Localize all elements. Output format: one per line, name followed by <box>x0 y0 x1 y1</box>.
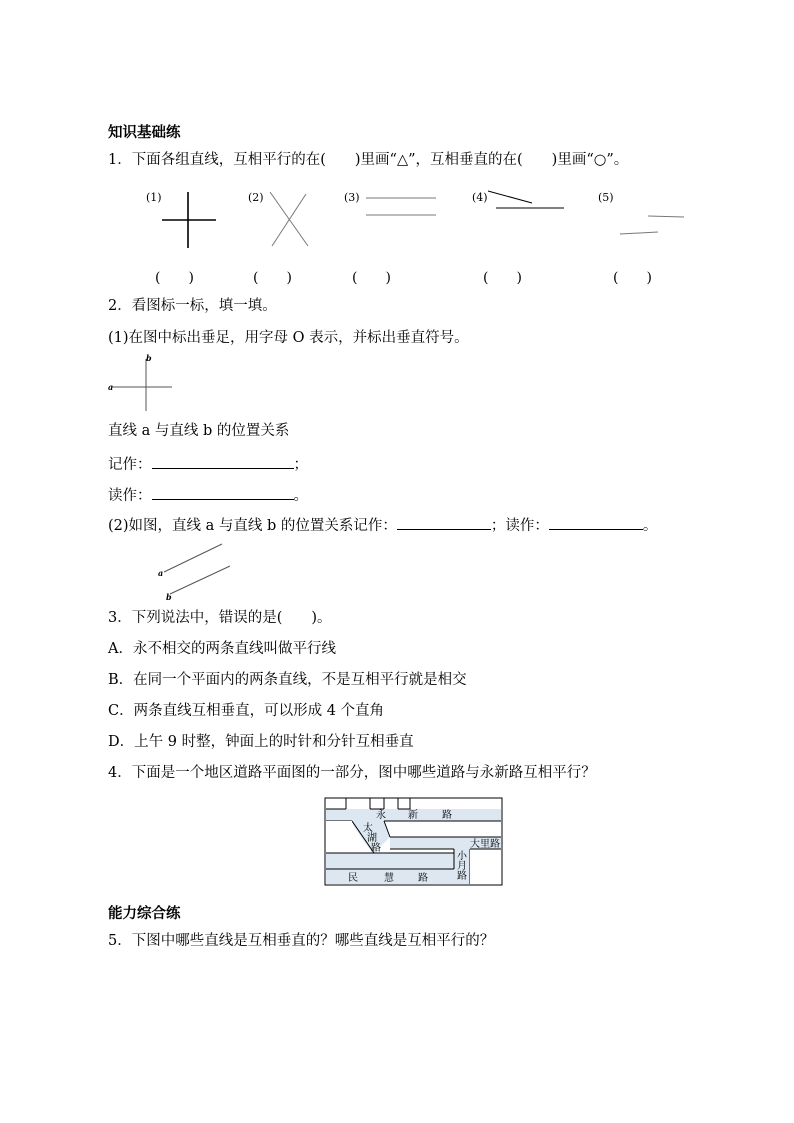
read-end: 。 <box>293 488 308 504</box>
question-2-text: 2．看图标一标，填一填。 <box>108 298 277 314</box>
road-taihu-2: 湖 <box>367 833 377 844</box>
road-taihu-1: 太 <box>363 823 373 834</box>
fig-label-2: (2) <box>248 191 264 204</box>
option-b[interactable]: B．在同一个平面内的两条直线，不是互相平行就是相交 <box>108 672 467 688</box>
question-2-part-1: (1)在图中标出垂足，用字母 O 表示，并标出垂直符号。 <box>108 330 469 346</box>
section-title-basic: 知识基础练 <box>108 125 181 141</box>
section-title-ability: 能力综合练 <box>108 906 181 922</box>
part-2-text-a: (2)如图，直线 a 与直线 b 的位置关系记作： <box>108 518 397 534</box>
part-2-write-blank[interactable] <box>397 515 491 530</box>
road-yongxin-1: 永 <box>376 810 386 821</box>
relation-text: 直线 a 与直线 b 的位置关系 <box>108 423 290 439</box>
answer-blank-1[interactable]: ( ) <box>155 270 194 286</box>
fig-label-1: (1) <box>146 191 162 204</box>
road-taihu-3: 路 <box>371 843 381 854</box>
label-b: b <box>146 353 152 363</box>
write-end: ； <box>293 457 308 473</box>
write-label: 记作： <box>108 457 152 473</box>
figure-1-perpendicular <box>160 190 220 250</box>
answer-blank-2[interactable]: ( ) <box>253 270 292 286</box>
label-b-2: b <box>166 592 172 602</box>
part-2-read-blank[interactable] <box>549 515 643 530</box>
label-a: a <box>108 382 114 392</box>
write-row <box>108 454 308 474</box>
fig-label-3: (3) <box>344 191 360 204</box>
road-minhui-1: 民 <box>348 873 358 884</box>
question-3-text: 3．下列说法中，错误的是( )。 <box>108 610 332 626</box>
road-yongxin-2: 新 <box>408 810 418 821</box>
figure-q2-parallel <box>156 540 236 604</box>
fig-label-5: (5) <box>598 191 614 204</box>
option-c[interactable]: C．两条直线互相垂直，可以形成 4 个直角 <box>108 703 385 719</box>
road-xiaoyue-2: 月 <box>457 861 467 872</box>
part-2-text-b: ；读作： <box>490 518 549 534</box>
road-dali: 大里路 <box>470 839 500 850</box>
question-1-text: 1．下面各组直线，互相平行的在( )里画“△”，互相垂直的在( )里画“○”。 <box>108 152 629 168</box>
figure-3-parallel <box>364 192 440 222</box>
question-5-text: 5．下图中哪些直线是互相垂直的？哪些直线是互相平行的？ <box>108 933 495 949</box>
road-minhui-2: 慧 <box>384 873 394 884</box>
road-xiaoyue-3: 路 <box>457 871 467 882</box>
road-map <box>324 797 504 887</box>
read-label: 读作： <box>108 488 152 504</box>
option-a[interactable]: A．永不相交的两条直线叫做平行线 <box>108 641 336 657</box>
read-row <box>108 485 308 505</box>
answer-blank-5[interactable]: ( ) <box>613 270 652 286</box>
figure-2-intersecting <box>268 190 312 250</box>
label-a-2: a <box>158 568 164 578</box>
figure-5-lines <box>618 210 688 240</box>
fig-label-4: (4) <box>472 191 488 204</box>
figure-4-lines <box>486 188 568 212</box>
question-4-text: 4．下面是一个地区道路平面图的一部分，图中哪些道路与永新路互相平行？ <box>108 765 596 781</box>
part-2-end: 。 <box>642 518 658 534</box>
write-blank[interactable] <box>152 454 294 469</box>
part-2-row <box>108 515 657 535</box>
road-yongxin-3: 路 <box>442 810 452 821</box>
option-d[interactable]: D．上午 9 时整，钟面上的时针和分针互相垂直 <box>108 734 414 750</box>
road-minhui-3: 路 <box>418 873 428 884</box>
road-xiaoyue-1: 小 <box>457 851 467 862</box>
answer-blank-3[interactable]: ( ) <box>352 270 391 286</box>
read-blank[interactable] <box>152 485 294 500</box>
figure-q2-perpendicular <box>108 353 178 415</box>
answer-blank-4[interactable]: ( ) <box>483 270 522 286</box>
